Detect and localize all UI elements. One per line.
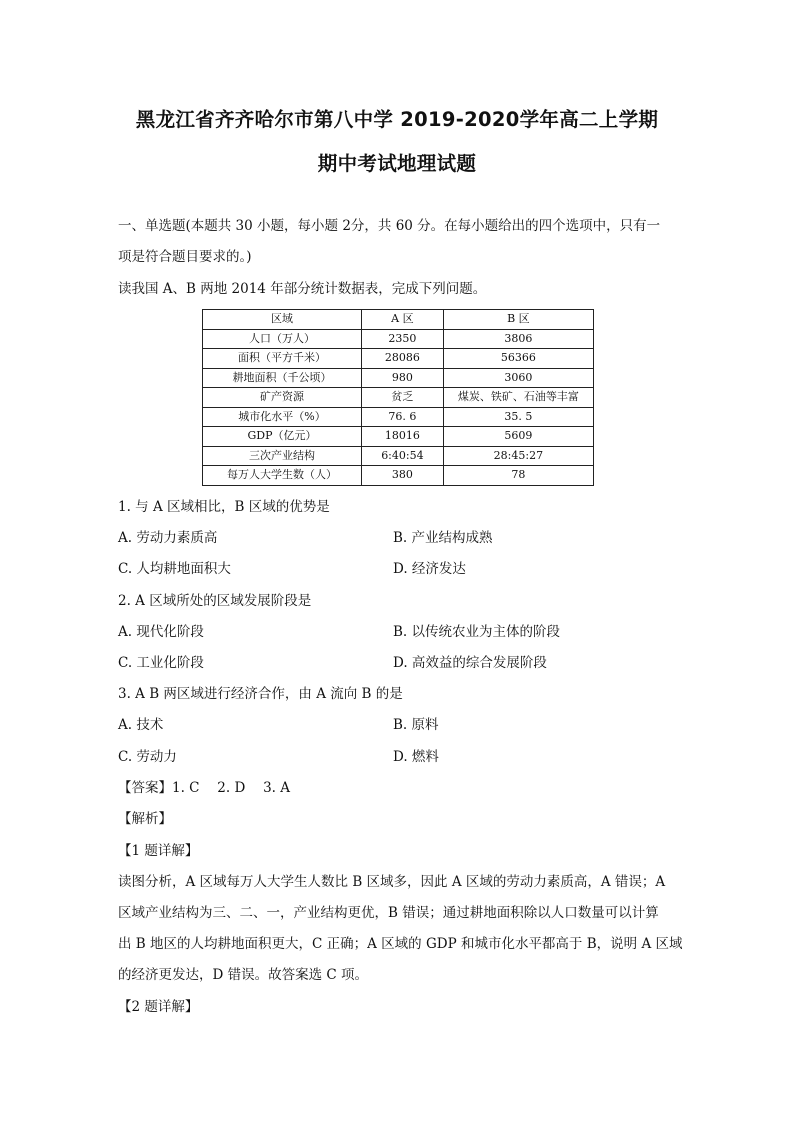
question-1-option-b: B. 产业结构成熟	[393, 530, 493, 546]
table-row	[203, 466, 594, 486]
question-3-option-d: D. 燃料	[393, 749, 439, 765]
question-2-option-b: B. 以传统农业为主体的阶段	[393, 624, 561, 640]
question-1-detail-text: 读图分析，A 区域每万人大学生人数比 B 区域多，因此 A 区域的劳动力素质高，A 错误；A	[118, 874, 666, 890]
question-3-option-c: C. 劳动力	[118, 749, 177, 765]
question-1-option-d: D. 经济发达	[393, 561, 466, 577]
table-cell: 3060	[443, 368, 593, 388]
table-cell: 380	[362, 466, 444, 486]
table-row	[203, 427, 594, 447]
table-cell: 耕地面积（千公顷）	[203, 368, 362, 388]
question-1-detail-label: 【1 题详解】	[118, 843, 199, 859]
question-1-detail-text: 出 B 地区的人均耕地面积更大，C 正确；A 区域的 GDP 和城市化水平都高于 B，说明 A 区域	[118, 936, 683, 952]
question-1-option-c: C. 人均耕地面积大	[118, 561, 231, 577]
table-cell: 矿产资源	[203, 388, 362, 408]
question-3-stem: 3. A B 两区域进行经济合作，由 A 流向 B 的是	[118, 686, 403, 702]
table-cell: 城市化水平（%）	[203, 407, 362, 427]
table-cell: 28:45:27	[443, 446, 593, 466]
question-2-option-a: A. 现代化阶段	[118, 624, 204, 640]
question-1-option-a: A. 劳动力素质高	[118, 530, 218, 546]
statistics-table	[202, 309, 594, 486]
table-cell: 28086	[362, 349, 444, 369]
table-cell: 78	[443, 466, 593, 486]
table-cell: 5609	[443, 427, 593, 447]
table-row	[203, 388, 594, 408]
table-row	[203, 446, 594, 466]
table-header-cell: A 区	[362, 310, 444, 330]
question-1-detail-text: 区域产业结构为三、二、一，产业结构更优，B 错误；通过耕地面积除以人口数量可以计算	[118, 905, 659, 921]
table-cell: 面积（平方千米）	[203, 349, 362, 369]
table-cell: 3806	[443, 329, 593, 349]
table-cell: 980	[362, 368, 444, 388]
question-1-stem: 1. 与 A 区域相比，B 区域的优势是	[118, 499, 330, 515]
question-2-stem: 2. A 区域所处的区域发展阶段是	[118, 593, 312, 609]
table-cell: 煤炭、铁矿、石油等丰富	[443, 388, 593, 408]
question-2-option-c: C. 工业化阶段	[118, 655, 204, 671]
table-cell: 三次产业结构	[203, 446, 362, 466]
table-cell: 18016	[362, 427, 444, 447]
section-header-continued: 项是符合题目要求的。)	[118, 249, 252, 265]
table-header-cell: 区域	[203, 310, 362, 330]
analysis-label: 【解析】	[118, 811, 172, 827]
question-3-option-a: A. 技术	[118, 717, 164, 733]
table-row	[203, 349, 594, 369]
document-subtitle: 期中考试地理试题	[317, 152, 477, 175]
table-row	[203, 329, 594, 349]
table-cell: 贫乏	[362, 388, 444, 408]
table-row	[203, 368, 594, 388]
table-cell: 2350	[362, 329, 444, 349]
table-header-row	[203, 310, 594, 330]
question-2-option-d: D. 高效益的综合发展阶段	[393, 655, 547, 671]
question-2-detail-label: 【2 题详解】	[118, 999, 199, 1015]
table-cell: 每万人大学生数（人）	[203, 466, 362, 486]
table-cell: 35. 5	[443, 407, 593, 427]
answer-line: 【答案】1. C 2. D 3. A	[118, 780, 290, 796]
table-cell: 6:40:54	[362, 446, 444, 466]
table-cell: 76. 6	[362, 407, 444, 427]
table-cell: 人口（万人）	[203, 329, 362, 349]
question-3-option-b: B. 原料	[393, 717, 439, 733]
section-header: 一、单选题(本题共 30 小题，每小题 2分，共 60 分。在每小题给出的四个选项中，只有一	[118, 218, 661, 234]
table-row	[203, 407, 594, 427]
document-title: 黑龙江省齐齐哈尔市第八中学 2019-2020学年高二上学期	[135, 108, 659, 131]
table-cell: GDP（亿元）	[203, 427, 362, 447]
question-1-detail-text: 的经济更发达，D 错误。故答案选 C 项。	[118, 967, 369, 983]
table-header-cell: B 区	[443, 310, 593, 330]
table-cell: 56366	[443, 349, 593, 369]
intro-text: 读我国 A、B 两地 2014 年部分统计数据表，完成下列问题。	[118, 281, 487, 297]
